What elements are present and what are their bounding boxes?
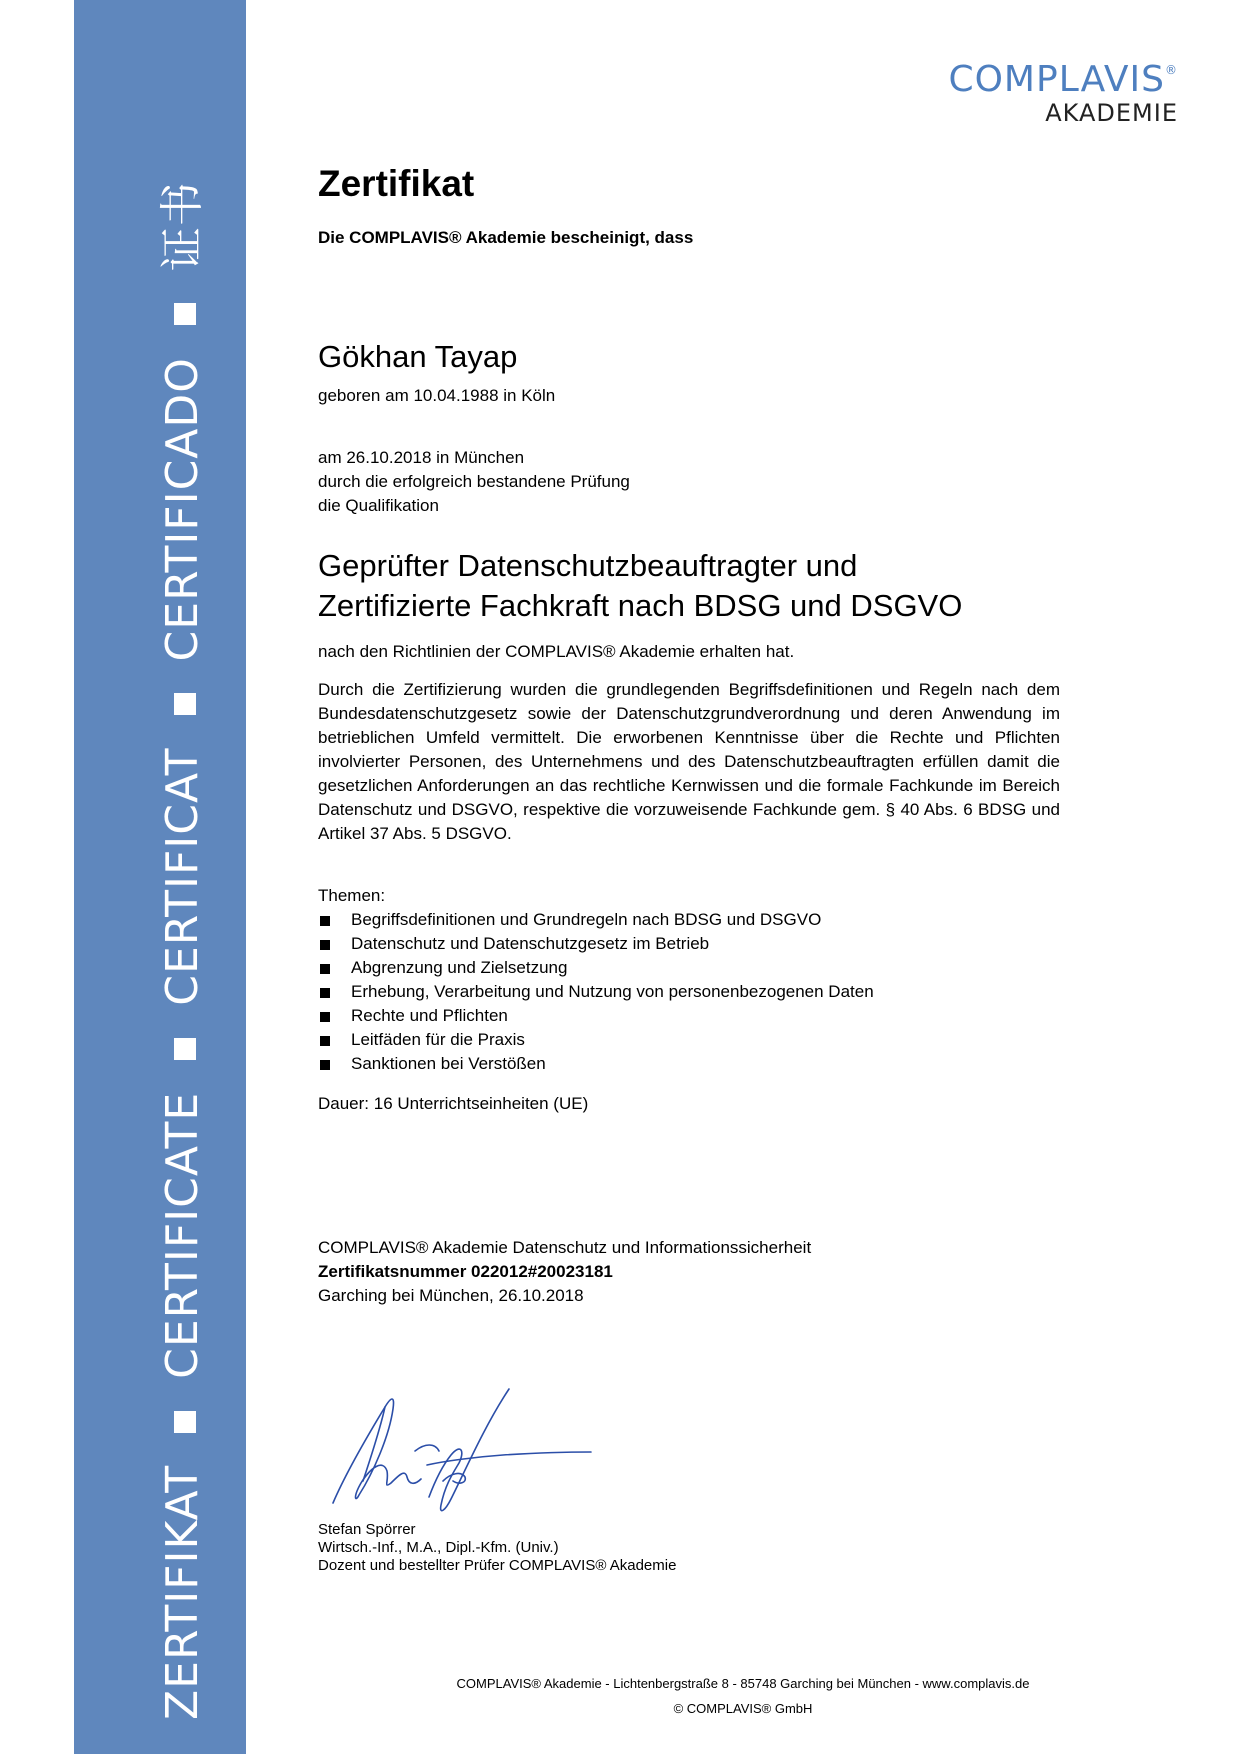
- topics-list: [318, 908, 1060, 1076]
- qualification-line: Zertifizierte Fachkraft nach BDSG und DSGVO: [318, 588, 963, 623]
- sidebar-word-de: ZERTIFIKAT: [157, 1464, 208, 1720]
- certificate-number: Zertifikatsnummer 022012#20023181: [318, 1262, 613, 1281]
- sidebar-word-fr: CERTIFICAT: [157, 747, 208, 1006]
- exam-line: die Qualifikation: [318, 496, 439, 515]
- footer-copyright: © COMPLAVIS® GmbH: [673, 1701, 813, 1716]
- logo-subtitle: AKADEMIE: [1045, 99, 1178, 127]
- square-bullet-icon: [174, 303, 196, 325]
- exam-line: durch die erfolgreich bestandene Prüfung: [318, 472, 630, 491]
- signer-block: [318, 1521, 676, 1575]
- exam-info: [318, 446, 1060, 518]
- signer-name: Stefan Spörrer: [318, 1521, 416, 1538]
- certificate-body: [318, 162, 1060, 1308]
- birth-info: geboren am 10.04.1988 in Köln: [318, 386, 556, 405]
- duration-text: Dauer: 16 Unterrichtseinheiten (UE): [318, 1094, 589, 1113]
- square-bullet-icon: [174, 693, 196, 715]
- exam-line: am 26.10.2018 in München: [318, 448, 525, 467]
- topics-heading: Themen:: [318, 886, 386, 905]
- sidebar-word-en: CERTIFICATE: [157, 1091, 208, 1379]
- qualification-title: [318, 546, 1060, 626]
- company-logo: [948, 59, 1178, 127]
- holder-name: Gökhan Tayap: [318, 339, 518, 374]
- intro-text: Die COMPLAVIS® Akademie bescheinigt, dass: [318, 228, 694, 247]
- list-item: Begriffsdefinitionen und Grundregeln nach BDSG und DSGVO: [318, 908, 1060, 932]
- description-paragraph: Durch die Zertifizierung wurden die grundlegenden Begriffsdefinitionen und Regeln nach dem Bundesdatenschutzgesetz sowie der Datenschutzgrundverordnung und deren Anwendung im betrieblichen Umfeld vermittelt. Die erworbenen Kenntnisse über die Rechte und Pflichten involvierter Personen, des Unternehmens und des Datenschutzbeauftragten erfüllen damit die gesetzlichen Anforderungen an das rechtliche Kernwissen und die formale Fachkunde im Bereich Datenschutz und DSGVO, respektive die vorzuweisende Fachkunde gem. § 40 Abs. 6 BDSG und Artikel 37 Abs. 5 DSGVO.: [318, 680, 1060, 843]
- page-title: Zertifikat: [318, 163, 475, 204]
- list-item: Leitfäden für die Praxis: [318, 1028, 1060, 1052]
- list-item: Abgrenzung und Zielsetzung: [318, 956, 1060, 980]
- place-date: Garching bei München, 26.10.2018: [318, 1286, 584, 1305]
- signer-degrees: Wirtsch.-Inf., M.A., Dipl.-Kfm. (Univ.): [318, 1539, 559, 1556]
- list-item: Rechte und Pflichten: [318, 1004, 1060, 1028]
- logo-wordmark: COMPLAVIS®: [948, 59, 1178, 100]
- signer-role: Dozent und bestellter Prüfer COMPLAVIS® Akademie: [318, 1557, 677, 1574]
- sidebar-multilingual-title: [157, 181, 208, 1720]
- footer: [246, 1671, 1240, 1721]
- organization-name: COMPLAVIS® Akademie Datenschutz und Informationssicherheit: [318, 1238, 812, 1257]
- signature-image: [325, 1385, 595, 1520]
- sidebar-word-zh: 证书: [157, 181, 208, 272]
- list-item: Datenschutz und Datenschutzgesetz im Betrieb: [318, 932, 1060, 956]
- footer-address: COMPLAVIS® Akademie - Lichtenbergstraße 8 - 85748 Garching bei München - www.complavis.de: [456, 1676, 1030, 1691]
- square-bullet-icon: [174, 1411, 196, 1433]
- qualification-line: Geprüfter Datenschutzbeauftragter und: [318, 548, 858, 583]
- guideline-text: nach den Richtlinien der COMPLAVIS® Akademie erhalten hat.: [318, 642, 795, 661]
- sidebar-word-es: CERTIFICADO: [157, 357, 208, 662]
- list-item: Sanktionen bei Verstößen: [318, 1052, 1060, 1076]
- list-item: Erhebung, Verarbeitung und Nutzung von personenbezogenen Daten: [318, 980, 1060, 1004]
- square-bullet-icon: [174, 1038, 196, 1060]
